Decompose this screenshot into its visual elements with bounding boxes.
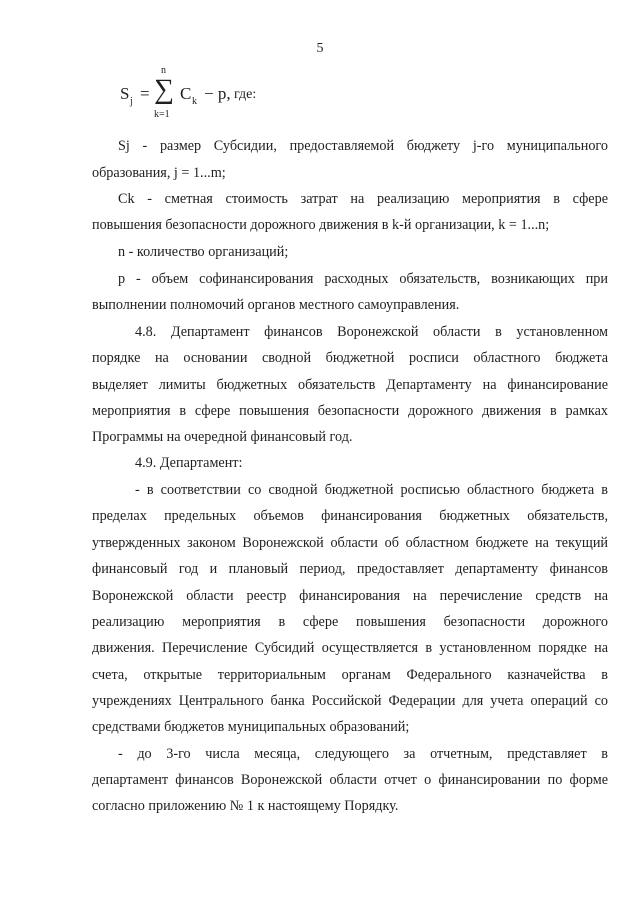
formula-sum-lower-limit: k=1 (154, 109, 170, 120)
text-line: выполнении полномочий органов местного самоуправления. (92, 297, 460, 313)
text-line: повышения безопасности дорожного движения в k-й организации, k = 1...n; (92, 217, 550, 233)
text-line: мероприятия в сфере повышения безопасности дорожного движения в рамках (92, 403, 608, 419)
text-line: n - количество организаций; (118, 244, 289, 260)
text-line: реализацию мероприятия в сфере повышения безопасности дорожного (92, 614, 608, 630)
text-line: департамент финансов Воронежской области отчет о финансировании по форме (92, 772, 608, 788)
page-number: 5 (316, 41, 324, 56)
text-line: 4.9. Департамент: (135, 455, 243, 471)
text-line: образования, j = 1...m; (92, 165, 226, 181)
text-line: согласно приложению № 1 к настоящему Порядку. (92, 798, 399, 814)
text-line: учреждениях Центрального банка Российской Федерации для учета операций со (92, 693, 608, 709)
text-line: порядке на основании сводной бюджетной росписи областного бюджета (92, 350, 608, 366)
subsidy-formula (120, 62, 420, 124)
formula-term-subscript: k (192, 96, 197, 107)
text-line: p - объем софинансирования расходных обязательств, возникающих при (118, 271, 608, 287)
formula-minus-p: − p, (204, 84, 231, 103)
text-line: пределах предельных объемов финансирования бюджетных обязательств, (92, 508, 608, 524)
text-line: выделяет лимиты бюджетных обязательств Департаменту на финансирование (92, 377, 608, 393)
text-line: Воронежской области реестр финансирования на перечисление средств на (92, 588, 608, 604)
text-line: средствами бюджетов муниципальных образований; (92, 719, 410, 735)
formula-lhs-subscript: j (130, 96, 133, 107)
formula-term: C (180, 84, 192, 103)
formula-equals: = (140, 84, 150, 103)
text-line: счета, открытые территориальным органам Федерального казначейства в (92, 667, 608, 683)
text-line: движения. Перечисление Субсидий осуществляется в установленном порядке на (92, 640, 608, 656)
formula-sum-symbol: ∑ (154, 74, 174, 105)
text-line: - до 3-го числа месяца, следующего за отчетным, представляет в (118, 746, 608, 762)
text-line: Sj - размер Субсидии, предоставляемой бюджету j-го муниципального (118, 138, 608, 154)
formula-sum-upper-limit: n (161, 65, 166, 76)
text-line: Программы на очередной финансовый год. (92, 429, 353, 445)
text-line: Ck - сметная стоимость затрат на реализацию мероприятия в сфере (118, 191, 608, 207)
text-line: 4.8. Департамент финансов Воронежской области в установленном (135, 324, 608, 340)
text-line: - в соответствии со сводной бюджетной росписью областного бюджета в (135, 482, 608, 498)
formula-where-label: где: (234, 87, 257, 102)
text-line: утвержденных законом Воронежской области об областном бюджете на текущий (92, 535, 608, 551)
formula-lhs: S (120, 84, 130, 103)
text-line: финансовый год и плановый период, предоставляет департаменту финансов (92, 561, 608, 577)
